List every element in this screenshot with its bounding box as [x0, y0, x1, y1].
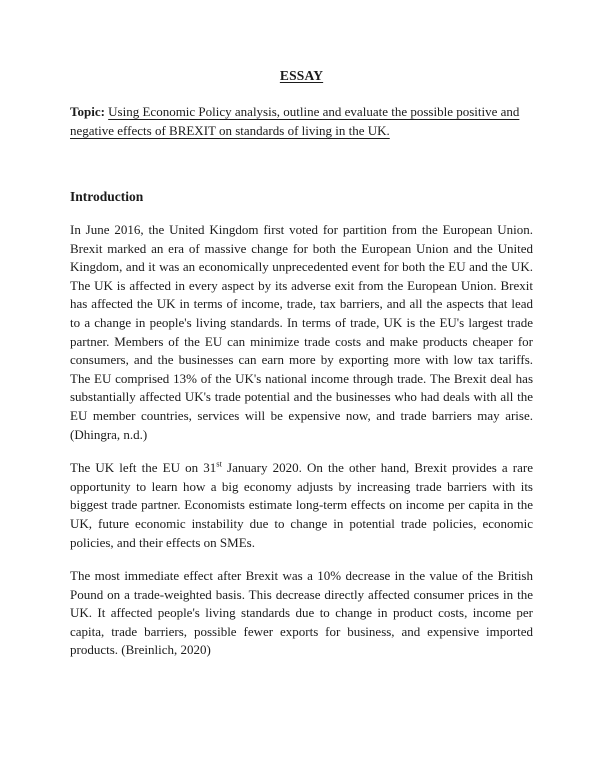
topic-label: Topic: [70, 104, 105, 119]
ordinal-suffix-superscript: st [216, 458, 222, 469]
section-heading-introduction: Introduction [70, 189, 144, 204]
paragraph-2-prefix: The UK left the EU on 31 [70, 460, 217, 476]
document-content [70, 0, 533, 660]
paragraph-1: In June 2016, the United Kingdom first voted for partition from the European Union. Brexit marked an era of massive change for both the European Union and the United Kingdom, and it was an economically unprecedented event for both the EU and the UK. The UK is affected in every aspect by its adverse exit from the European Union. Brexit has affected the UK in terms of income, trade, tax barriers, and all the aspects that lead to a change in people's living standards. In terms of trade, UK is the EU's largest trade partner. Members of the EU can minimize trade costs and make products cheaper for consumers, and the businesses can earn more by exporting more with low tax tariffs. The EU comprised 13% of the UK's national income through trade. The Brexit deal has substantially affected UK's trade potential and the businesses who had deals with all the EU member countries, services will be expensive now, and trade barriers may arise. (Dhingra, n.d.) [70, 222, 533, 442]
document-title-text: ESSAY [279, 68, 324, 83]
paragraph-3: The most immediate effect after Brexit was a 10% decrease in the value of the British Pound on a trade-weighted basis. This decrease directly affected consumer prices in the UK. It affected people's living standards due to change in product costs, income per capita, trade barriers, possible fewer exports for business, and expensive imported products. (Breinlich, 2020) [70, 568, 533, 658]
topic-line [70, 102, 533, 140]
paragraph-2 [70, 444, 533, 552]
paragraph-2-suffix: January 2020. On the other hand, Brexit provides a rare opportunity to learn how a big economy adjusts by increasing trade barriers with its biggest trade partner. Economists estimate long-term effects on income per capita in the UK, future economic instability due to change in potential trade policies, economic policies, and their effects on SMEs. [70, 460, 533, 550]
topic-statement: Using Economic Policy analysis, outline and evaluate the possible positive and negative effects of BREXIT on standards of living in the UK. [70, 104, 520, 138]
document-title [70, 0, 533, 84]
